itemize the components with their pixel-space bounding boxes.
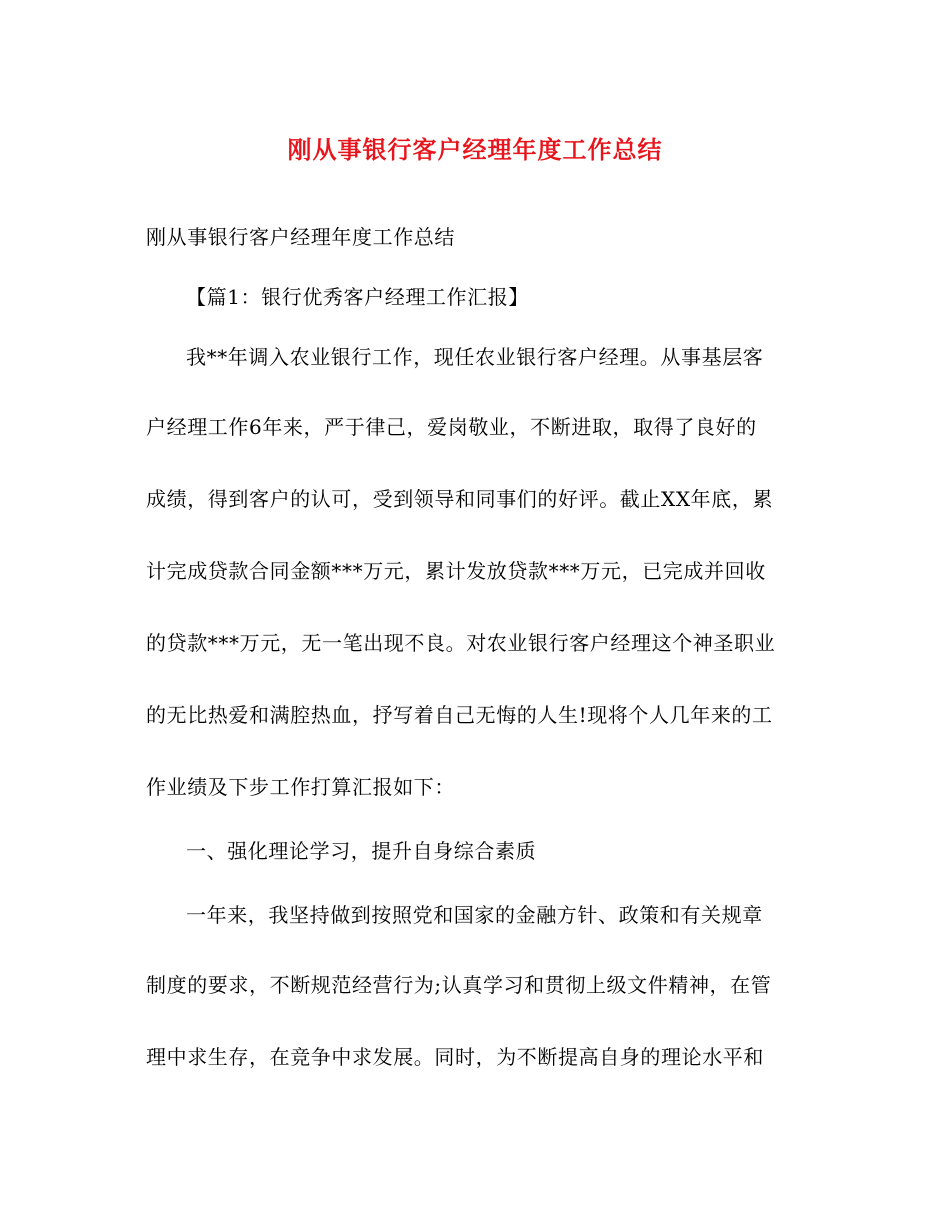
- paragraph-line: 户经理工作6年来，严于律己，爱岗敬业，不断进取，取得了良好的: [146, 415, 757, 439]
- page-title: 刚从事银行客户经理年度工作总结: [287, 136, 663, 164]
- doc-subtitle-line: 刚从事银行客户经理年度工作总结: [146, 225, 455, 249]
- paragraph-line: 我**年调入农业银行工作，现任农业银行客户经理。从事基层客: [186, 345, 764, 369]
- paragraph-line: 一年来，我坚持做到按照党和国家的金融方针、政策和有关规章: [186, 903, 763, 927]
- section-heading-line: 一、强化理论学习，提升自身综合素质: [186, 839, 537, 863]
- paragraph-line: 计完成贷款合同金额***万元，累计发放贷款***万元，已完成并回收: [146, 559, 766, 583]
- paragraph-line: 成绩，得到客户的认可，受到领导和同事们的好评。截止XX年底，累: [146, 487, 774, 511]
- paragraph-line: 作业绩及下步工作打算汇报如下：: [146, 775, 455, 799]
- paragraph-line: 理中求生存，在竞争中求发展。同时，为不断提高自身的理论水平和: [146, 1045, 764, 1069]
- section-heading-line: 【篇1：银行优秀客户经理工作汇报】: [186, 285, 529, 309]
- paragraph-line: 的贷款***万元，无一笔出现不良。对农业银行客户经理这个神圣职业: [146, 631, 776, 655]
- paragraph-line: 的无比热爱和满腔热血，抒写着自己无悔的人生!现将个人几年来的工: [146, 703, 773, 727]
- paragraph-line: 制度的要求，不断规范经营行为;认真学习和贯彻上级文件精神，在管: [146, 973, 772, 997]
